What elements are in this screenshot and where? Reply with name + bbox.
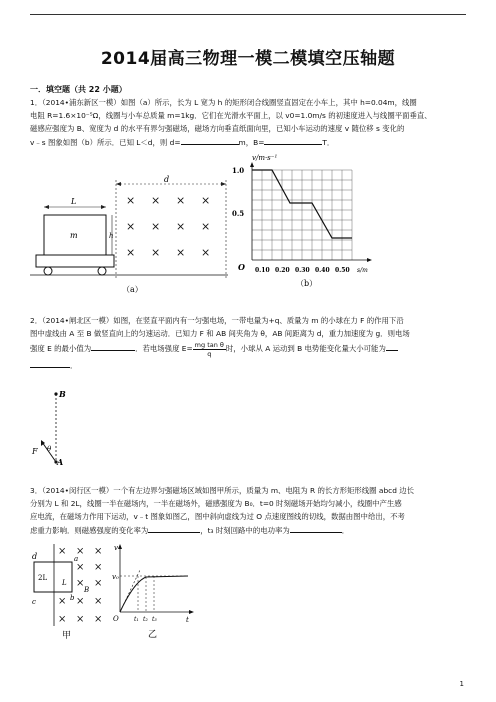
- fig-b-xtick-3: 0.30: [295, 267, 310, 274]
- t2-label: t₂: [143, 616, 148, 623]
- fraction-denominator: q: [207, 349, 212, 358]
- fig-b-xlabel: s/m: [357, 267, 368, 274]
- q2-line3-a: 强度 E 的最小值为: [30, 344, 92, 353]
- corner-a: a: [74, 555, 79, 563]
- svg-text:×: ×: [58, 546, 67, 557]
- svg-text:×: ×: [176, 220, 186, 233]
- q1-line1: （2014•浦东新区一模）如图（a）所示，长为 L 宽为 h 的矩形闭合线圈竖直固定在小车上，其中 h=0.04m，线圈: [42, 98, 417, 107]
- svg-text:×: ×: [151, 194, 161, 207]
- q2-figure: [26, 386, 76, 466]
- fig-b-grid: [252, 170, 352, 260]
- q3-answer-blank-rate[interactable]: [148, 523, 200, 533]
- svg-text:×: ×: [58, 596, 67, 607]
- svg-text:×: ×: [76, 546, 85, 557]
- q1-answer-blank-d[interactable]: [181, 135, 239, 145]
- q2-fraction: [193, 341, 226, 358]
- corner-b: b: [70, 594, 75, 602]
- fig-a-h-label: h: [109, 232, 114, 240]
- fig-b-ytick-2: 0.5: [232, 209, 245, 218]
- fig-b-xtick-2: 0.20: [275, 267, 290, 274]
- fig-b-origin: O: [238, 262, 245, 272]
- q2-line3-c: 时，小球从 A 运动到 B 电势能变化量大小可能为: [225, 344, 386, 353]
- question-1-text: [30, 96, 470, 149]
- angle-theta-label: θ: [47, 445, 52, 453]
- q2-line4: ．: [70, 361, 78, 370]
- svg-text:×: ×: [58, 614, 67, 625]
- question-3-text: [30, 484, 470, 537]
- point-A-label: A: [57, 457, 64, 466]
- svg-text:×: ×: [201, 220, 211, 233]
- svg-text:×: ×: [151, 246, 161, 259]
- cart-wheel-right: [98, 267, 106, 275]
- side-L-label: L: [62, 579, 67, 587]
- corner-c: c: [32, 598, 36, 606]
- axis-v-label: v: [114, 544, 118, 552]
- q3-line2: 分别为 L 和 2L，线圈一半在磁场内，一半在磁场外，磁感强度为 B₀．t=0 时刻磁场开始均匀减小，线圈中产生感: [30, 499, 402, 508]
- fig-a-m-label: m: [70, 231, 78, 240]
- q3-line1: （2014•闵行区一模）一个有左边界匀强磁场区域如图甲所示，质量为 m、电阻为 R 的长方形矩形线圈 abcd 边长: [42, 486, 415, 495]
- side-2L-label: 2L: [38, 574, 48, 582]
- fig-b-ytick-1: 1.0: [232, 166, 245, 175]
- svg-text:×: ×: [126, 194, 136, 207]
- v0-label: v₀: [112, 573, 119, 581]
- q1-line4-c: T．: [322, 138, 335, 147]
- q3-line4-a: 虑重力影响．则磁感强度的变化率为: [30, 526, 149, 535]
- q1-line4-b: m，B=: [238, 138, 265, 147]
- q3-figure-yi: [110, 540, 200, 640]
- fig-b-xtick-5: 0.50: [335, 267, 350, 274]
- fig-jia-caption: 甲: [62, 631, 72, 641]
- header-rule: [30, 14, 466, 15]
- svg-text:×: ×: [201, 194, 211, 207]
- svg-text:×: ×: [94, 596, 103, 607]
- q3-number: 3．: [30, 486, 43, 495]
- q1-line4-a: v﹣s 图象如图（b）所示．已知 L＜d，则 d=: [30, 138, 181, 147]
- svg-text:×: ×: [176, 246, 186, 259]
- axis-t-label: t: [186, 616, 189, 624]
- fig-yi-caption: 乙: [148, 630, 158, 640]
- t3-label: t₃: [152, 616, 157, 623]
- t1-label: t₁: [134, 616, 139, 623]
- q3-line4-b: ，t₃ 时刻回路中的电功率为: [200, 526, 290, 535]
- fig-b-xtick-4: 0.40: [315, 267, 330, 274]
- svg-text:×: ×: [76, 596, 85, 607]
- q2-answer-blank-Emin[interactable]: [91, 341, 135, 351]
- corner-d: d: [32, 552, 38, 561]
- q2-line1: （2014•闸北区一模）如图，在竖直平面内有一匀强电场，一带电量为+q、质量为 m 的小球在力 F 的作用下沿: [42, 316, 404, 325]
- section-heading: 一．填空题（共 22 小题）: [30, 85, 127, 94]
- svg-text:×: ×: [76, 614, 85, 625]
- svg-text:×: ×: [126, 220, 136, 233]
- svg-text:×: ×: [126, 246, 136, 259]
- svg-text:×: ×: [201, 246, 211, 259]
- q2-line2: 图中虚线由 A 至 B 做竖直向上的匀速运动．已知力 F 和 AB 间夹角为 θ，AB 间距离为 d，重力加速度为 g．则电场: [30, 329, 410, 338]
- fig-b-caption: （b）: [296, 279, 318, 288]
- magnetic-field-crosses: [126, 194, 210, 259]
- q1-line3: 磁感应强度为 B、宽度为 d 的水平有界匀强磁场，磁场方向垂直纸面向里，已知小车运动的速度 v 随位移 s 变化的: [30, 124, 405, 133]
- origin-O-label: O: [113, 615, 119, 623]
- fig-a-caption: （a）: [122, 285, 143, 294]
- q3-answer-blank-power[interactable]: [290, 523, 342, 533]
- q3-figure-jia: [30, 542, 120, 642]
- q1-figure-a: [30, 170, 230, 300]
- q2-answer-blank-energy[interactable]: [30, 358, 70, 368]
- svg-text:×: ×: [76, 562, 85, 573]
- q1-answer-blank-B[interactable]: [264, 135, 322, 145]
- page-number: 1: [459, 680, 464, 688]
- q1-line2: 电阻 R=1.6×10⁻⁵Ω，线圈与小车总质量 m=1kg．它们在光滑水平面上，以 v0=1.0m/s 的初速度进入与线圈平面垂直、: [30, 111, 432, 120]
- force-F-label: F: [32, 447, 38, 456]
- svg-text:×: ×: [94, 578, 103, 589]
- q1-figure-b: [232, 150, 382, 290]
- q3-line3: 应电流，在磁场力作用下运动，v﹣t 图象如图乙，图中斜向虚线为过 O 点速度图线的切线，数据由图中给出，不考: [30, 512, 405, 521]
- cart-body: [36, 255, 114, 267]
- page-title: 2014届高三物理一模二模填空压轴题: [100, 49, 396, 69]
- fraction-numerator: mg tan θ: [194, 340, 224, 349]
- svg-text:×: ×: [94, 562, 103, 573]
- fig-b-ylabel: v/m·s⁻¹: [252, 154, 278, 162]
- svg-text:×: ×: [176, 194, 186, 207]
- q1-number: 1．: [30, 98, 43, 107]
- question-2-text: [30, 314, 470, 372]
- fig-a-L-label: L: [71, 197, 77, 206]
- svg-text:×: ×: [76, 578, 85, 589]
- point-B-label: B: [59, 389, 66, 399]
- field-B-label: B: [84, 586, 90, 594]
- fig-b-xtick-1: 0.10: [255, 267, 270, 274]
- cart-wheel-left: [44, 267, 52, 275]
- q2-answer-blank-start[interactable]: [386, 341, 398, 351]
- svg-text:×: ×: [94, 614, 103, 625]
- fig-a-d-label: d: [164, 175, 170, 184]
- q3-line4-c: ．: [341, 526, 350, 535]
- q2-number: 2．: [30, 316, 43, 325]
- svg-text:×: ×: [94, 546, 103, 557]
- svg-text:×: ×: [151, 220, 161, 233]
- q2-line3-b: ．若电场强度 E=: [135, 344, 193, 353]
